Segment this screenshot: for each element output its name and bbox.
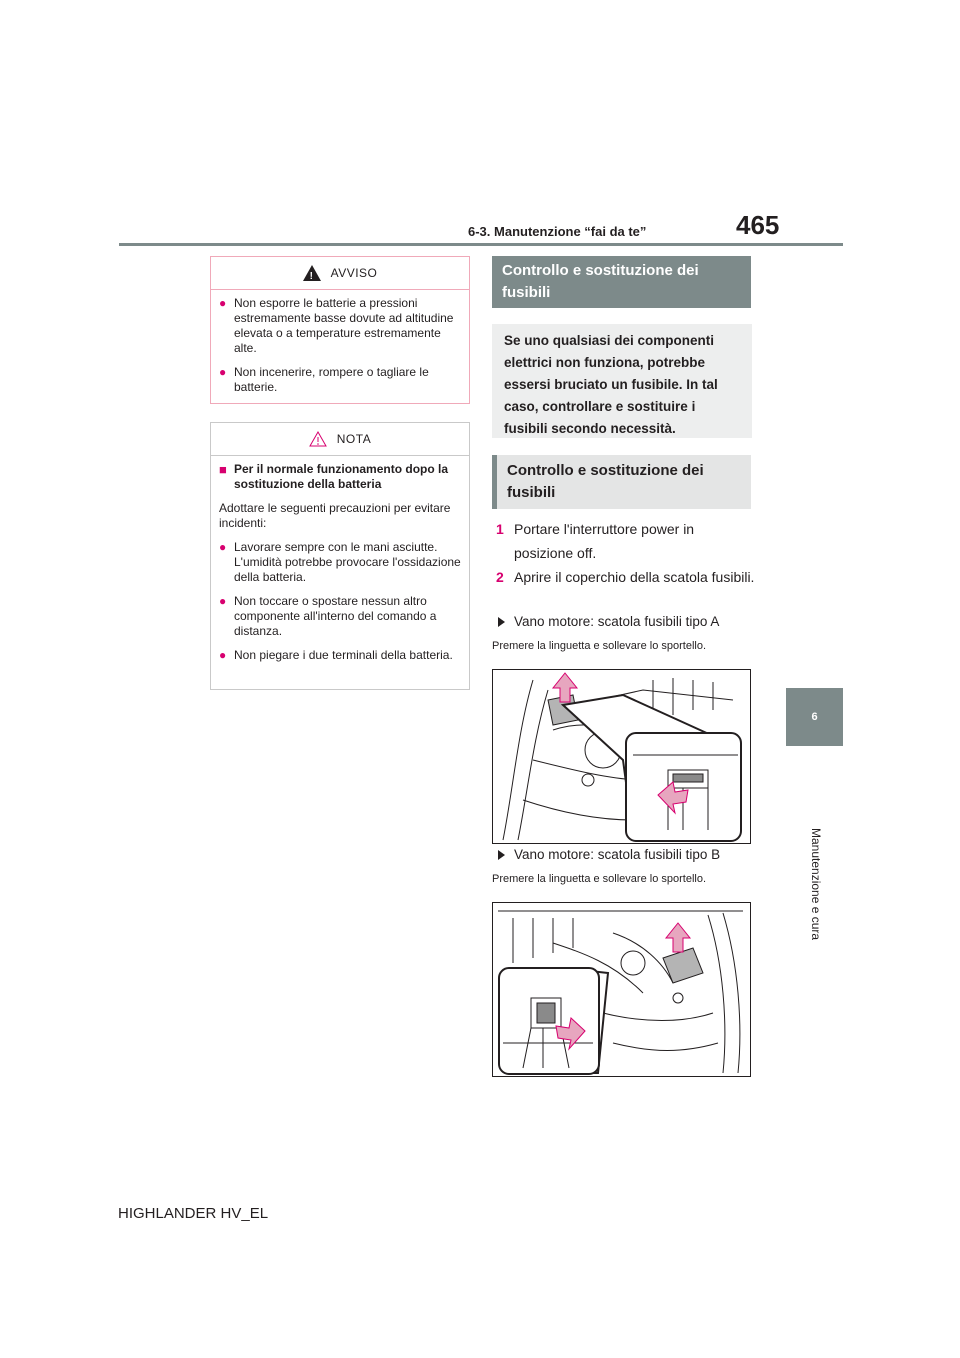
note-item: ● Lavorare sempre con le mani asciutte. L'umidità potrebbe provocare l'ossidazione della batteria. bbox=[219, 540, 461, 584]
type-a-caption: Premere la linguetta e sollevare lo sportello. bbox=[492, 640, 707, 652]
note-header bbox=[211, 423, 469, 456]
step-1: 1 Portare l'interruttore power in posizione off. bbox=[496, 521, 695, 561]
type-b-label: Vano motore: scatola fusibili tipo B bbox=[492, 847, 720, 862]
note-title: NOTA bbox=[336, 431, 372, 446]
subsection-heading: Controllo e sostituzione dei fusibili bbox=[492, 455, 751, 509]
note-item: ● Non toccare o spostare nessun altro componente all'interno del comando a distanza. bbox=[219, 594, 437, 638]
bullet-icon: ● bbox=[219, 594, 227, 608]
note-box bbox=[210, 422, 470, 690]
caution-icon bbox=[309, 431, 327, 447]
warning-box bbox=[210, 256, 470, 404]
footer-model: HIGHLANDER HV_EL bbox=[118, 1205, 269, 1222]
note-heading: ■ Per il normale funzionamento dopo la sostituzione della batteria bbox=[219, 462, 449, 491]
step-2: 2 Aprire il coperchio della scatola fusibili. bbox=[496, 569, 755, 585]
chapter-tab: 6 bbox=[786, 688, 843, 746]
type-b-caption: Premere la linguetta e sollevare lo sportello. bbox=[492, 873, 707, 885]
warning-item: ● Non incenerire, rompere o tagliare le batterie. bbox=[219, 365, 429, 394]
bullet-icon: ● bbox=[219, 365, 227, 379]
square-bullet-icon: ■ bbox=[219, 462, 227, 477]
section-title: 6-3. Manutenzione “fai da te” bbox=[468, 224, 647, 239]
fuse-box-type-b-illustration bbox=[492, 902, 751, 1077]
bullet-icon: ● bbox=[219, 540, 227, 554]
warning-title: AVVISO bbox=[330, 265, 378, 280]
warning-header bbox=[211, 257, 469, 290]
note-item: ● Non piegare i due terminali della batteria. bbox=[219, 648, 453, 662]
triangle-bullet-icon bbox=[498, 617, 505, 627]
triangle-bullet-icon bbox=[498, 850, 505, 860]
fuse-box-type-a-illustration bbox=[492, 669, 751, 844]
section-heading: Controllo e sostituzione dei fusibili bbox=[492, 256, 751, 308]
header-rule bbox=[119, 243, 843, 246]
page-number: 465 bbox=[736, 210, 780, 240]
warning-icon: ! bbox=[303, 265, 321, 281]
intro-text: Se uno qualsiasi dei componenti elettrici non funziona, potrebbe essersi bruciato un fusibile. In tal caso, controllare e sostituire i fusibili secondo necessità. bbox=[492, 324, 752, 438]
bullet-icon: ● bbox=[219, 296, 227, 310]
chapter-label: Manutenzione e cura bbox=[809, 828, 823, 941]
bullet-icon: ● bbox=[219, 648, 227, 662]
note-intro: Adottare le seguenti precauzioni per evitare incidenti: bbox=[219, 501, 451, 530]
warning-item: ● Non esporre le batterie a pressioni estremamente basse dovute ad altitudine elevata o a temperature estremamente alte. bbox=[219, 296, 454, 355]
type-a-label: Vano motore: scatola fusibili tipo A bbox=[492, 614, 719, 629]
